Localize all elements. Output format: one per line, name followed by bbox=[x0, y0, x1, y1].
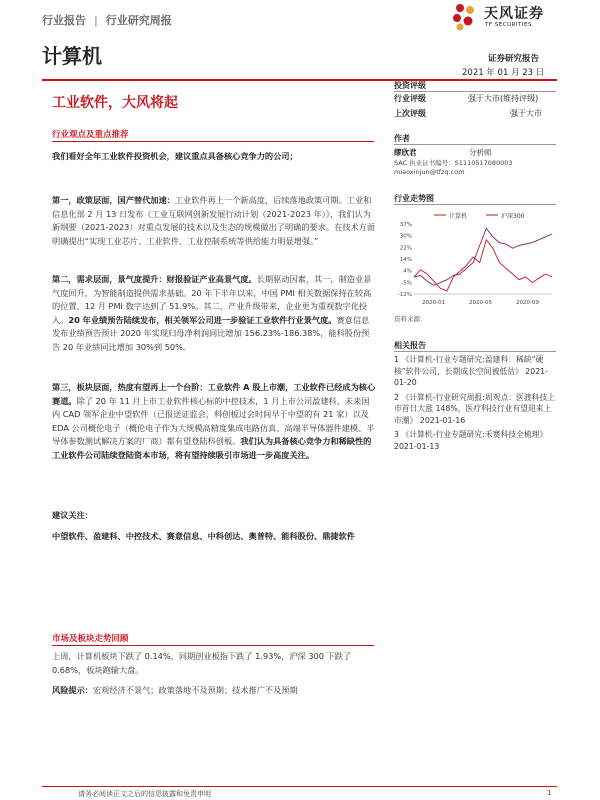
logo-text-en: TF SECURITIES bbox=[485, 22, 532, 28]
related-report-item[interactable]: 1 《计算机-行业专题研究:盈建科：稀缺“硬核”软件公司，长期成长空间被低估》 2021-01-20 bbox=[394, 355, 548, 387]
page-title: 计算机 bbox=[42, 44, 102, 68]
chart-source: 资料来源： bbox=[394, 315, 427, 323]
previous-rating-value: 强于大市 bbox=[510, 109, 542, 118]
intro-text: 我们看好全年工业软件投资机会，建议重点具备核心竞争力的公司； bbox=[52, 151, 298, 161]
paragraph-policy: 第一，政策层面，国产替代加速：工业软件再上一个新高度，后续落地政策可期。工业和信息化部 2 月 13 日发布《工业互联网创新发展行动计划（2021-2023 年）》，我们认为新纲要（2021-2023）对重点发展的技术以及生态的规模做出了明确的要求。在技术方面明确提出“实现工业芯片、工业软件、工业控制系统等供给能力明显增强。” bbox=[52, 195, 376, 246]
viewpoint-heading: 行业观点及重点推荐 bbox=[52, 130, 129, 140]
y-tick-label: -12% bbox=[397, 292, 412, 298]
previous-rating-label: 上次评级 bbox=[394, 109, 426, 118]
risk-text: 风险提示：宏观经济不景气；政策落地不及预期；技术推广不及预期 bbox=[52, 685, 298, 695]
industry-rating-value: 强于大市(维持评级) bbox=[468, 94, 539, 103]
header-divider bbox=[42, 79, 557, 81]
trend-chart bbox=[394, 208, 556, 308]
footer-divider bbox=[42, 786, 557, 787]
y-tick-label: 22% bbox=[399, 245, 412, 252]
author-role: 分析师 bbox=[469, 148, 492, 157]
sidebar-divider bbox=[394, 204, 556, 205]
rating-heading: 投资评级 bbox=[394, 81, 426, 90]
y-tick-label: 30% bbox=[399, 233, 412, 240]
paragraph-demand: 第二，需求层面，景气度提升：财报验证产业高景气度。长期驱动因素，其一，制造业景气度回升，为智能制造提供需求基础。20 年下半年以来，中国 PMI 相关数据保持在较高的位置，12 月 PMI 数字达到了 51.9%。其二，产业升级带来，企业更为重视数字化投入。20 年业绩预告陆续发布，相关领军公司进一步验证工业软件行业景气度。赛意信息发布业绩预告预计 2020 年实现归母净利润同比增加 156.23%-186.38%，能科股份预告 20 年业绩同比增加 30%到 50%。 bbox=[52, 274, 372, 352]
y-tick-label: 37% bbox=[399, 222, 412, 228]
report-subtitle: 工业软件，大风将起 bbox=[52, 95, 178, 111]
section-divider bbox=[52, 141, 374, 142]
recommend-list: 中望软件、盈建科、中控技术、赛意信息、中科创达、奥普特、能科股份、鼎捷软件 bbox=[52, 531, 355, 541]
report-category: 行业报告 | 行业研究周报 bbox=[42, 14, 172, 27]
author-name: 缪欣君 bbox=[394, 148, 417, 157]
author-license: SAC 执业证书编号：S1110517080003 bbox=[394, 159, 513, 167]
related-list bbox=[394, 354, 556, 452]
legend-label: 沪深300 bbox=[501, 213, 525, 220]
related-report-item[interactable]: 2 《计算机-行业研究周报:周观点：医渡科技上市首日大涨 148%，医疗科技行业有望迎来上市潮》 2021-01-16 bbox=[394, 392, 556, 425]
market-text: 上周，计算机板块下跌了 0.14%，同期创业板指下跌了 1.93%，沪深 300 下跌了 0.68%，板块跑输大盘。 bbox=[52, 651, 352, 675]
x-tick-label: 2020-01 bbox=[422, 300, 445, 306]
section-divider bbox=[52, 645, 374, 646]
y-tick-label: -5% bbox=[401, 280, 412, 287]
sidebar-divider bbox=[394, 91, 556, 92]
paragraph-sector: 第三，板块层面，热度有望再上一个台阶：工业软件 A 股上市潮，工业软件已经成为核心赛道。除了 20 年 11 月上市工业软件核心标的中控技术，1 月上市公司盈建科，未来国内 CAD 领军企业中望软件（已报送证监会，科创板过会时间早于中望的有 21 家）以及 EDA 公司概伦电子（概伦电子作为大规模高精度集成电路仿真、高端半导体器件建模、半导体参数测试解决方案的厂商）都有望登陆科创板。我们认为具备核心竞争力和稀缺性的工业软件公司陆续登陆资本市场，将有望持续吸引市场进一步高度关注。 bbox=[52, 382, 376, 460]
report-date: 2021 年 01 月 23 日 bbox=[462, 68, 545, 78]
x-tick-label: 2020-09 bbox=[516, 300, 539, 306]
page-number: 1 bbox=[547, 789, 552, 797]
footer-disclaimer: 请务必阅读正文之后的信息披露和免责申明 bbox=[78, 790, 211, 798]
chart-legend bbox=[434, 212, 525, 220]
market-heading: 市场及板块走势回顾 bbox=[52, 634, 129, 644]
recommend-heading: 建议关注： bbox=[52, 510, 93, 520]
sidebar-divider bbox=[394, 351, 556, 352]
series-line bbox=[414, 228, 552, 285]
y-tick-label: 4% bbox=[403, 268, 412, 275]
related-heading: 相关报告 bbox=[394, 341, 426, 350]
series-line bbox=[414, 240, 552, 291]
related-report-item[interactable]: 3 《计算机-行业专题研究:禾赛科技全梳理》 2021-01-13 bbox=[394, 430, 548, 451]
trend-heading: 行业走势图 bbox=[394, 194, 434, 203]
author-email: miaoxinjun@tfzq.com bbox=[394, 168, 465, 176]
logo-text-cn: 天风证券 bbox=[484, 6, 544, 22]
legend-label: 计算机 bbox=[449, 213, 468, 220]
sidebar-divider bbox=[394, 144, 556, 145]
report-type: 证券研究报告 bbox=[488, 54, 540, 64]
industry-rating-label: 行业评级 bbox=[394, 94, 426, 103]
author-heading: 作者 bbox=[394, 134, 410, 143]
x-tick-label: 2020-05 bbox=[469, 300, 492, 306]
y-tick-label: 14% bbox=[399, 257, 412, 263]
logo-mark-icon bbox=[448, 2, 482, 32]
